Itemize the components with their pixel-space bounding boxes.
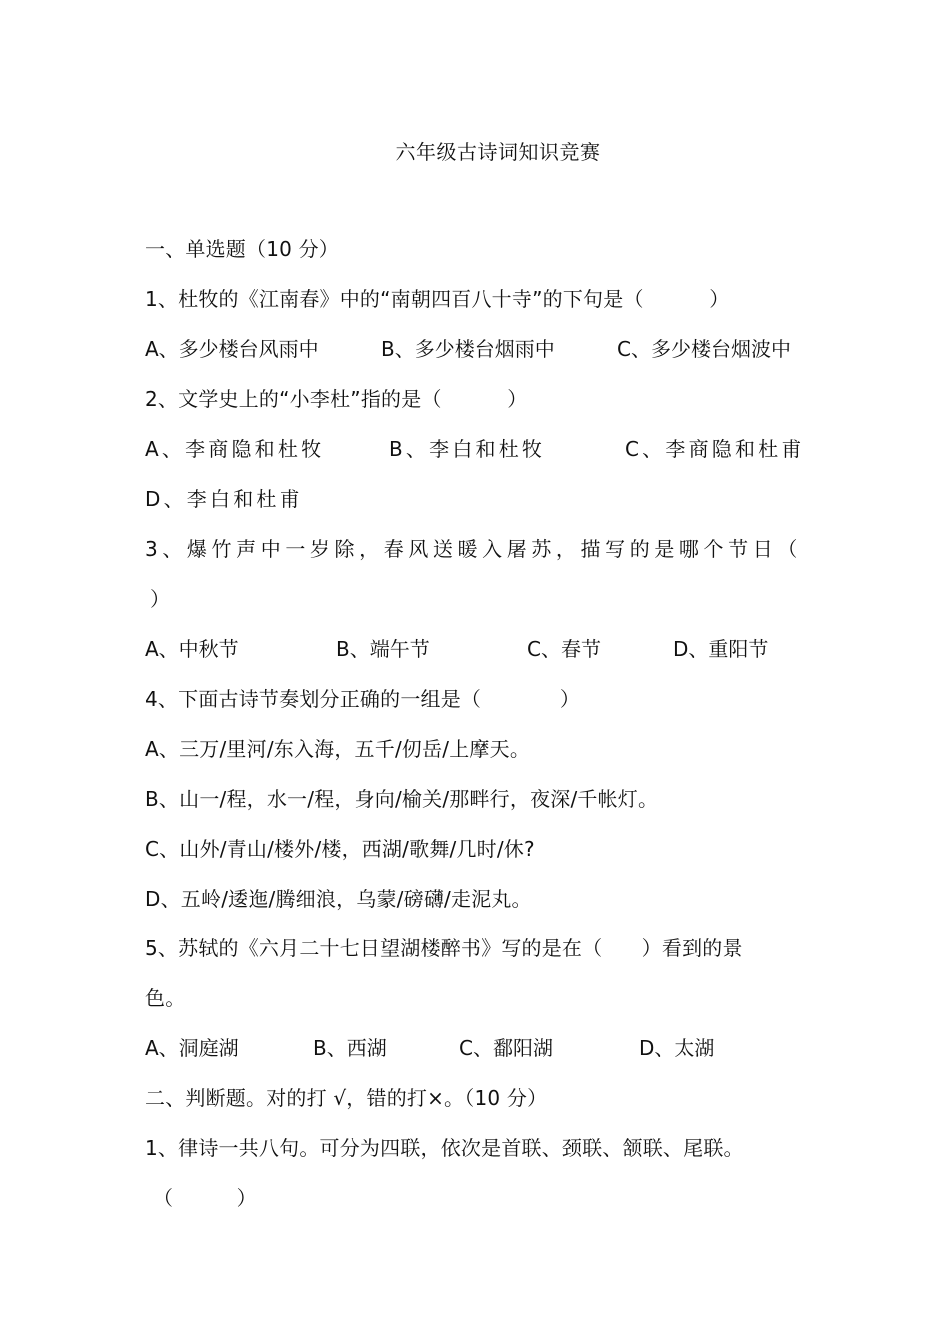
question-3-option-d: D、重阳节 xyxy=(673,637,769,661)
question-5-stem-line-2: 色。 xyxy=(145,986,186,1010)
question-4-option-a: A、三万/里河/东入海，五千/仞岳/上摩天。 xyxy=(145,737,531,761)
question-4-option-c: C、山外/青山/楼外/楼，西湖/歌舞/几时/休? xyxy=(145,837,535,861)
question-5-stem-line-1: 5、苏轼的《六月二十七日望湖楼醉书》写的是在（ ）看到的景 xyxy=(145,936,743,960)
question-3-option-a: A、中秋节 xyxy=(145,637,239,661)
question-3-option-c: C、春节 xyxy=(527,637,601,661)
question-1-option-b: B、多少楼台烟雨中 xyxy=(381,337,555,361)
question-3-stem-line-2: ） xyxy=(150,587,170,611)
page-title: 六年级古诗词知识竞赛 xyxy=(395,140,601,164)
question-4-stem: 4、下面古诗节奏划分正确的一组是（ ） xyxy=(145,687,581,711)
question-1-option-c: C、多少楼台烟波中 xyxy=(617,337,791,361)
question-5-option-a: A、洞庭湖 xyxy=(145,1036,239,1060)
question-3-stem-line-1: 3、爆竹声中一岁除，春风送暖入屠苏，描写的是哪个节日（ xyxy=(145,537,802,561)
judgement-1-answer-blank: （ ） xyxy=(153,1186,257,1210)
question-2-option-a: A、李商隐和杜牧 xyxy=(145,437,325,461)
question-4-option-b: B、山一/程，水一/程，身向/榆关/那畔行，夜深/千帐灯。 xyxy=(145,787,659,811)
question-1-option-a: A、多少楼台风雨中 xyxy=(145,337,319,361)
question-5-option-b: B、西湖 xyxy=(313,1036,387,1060)
section-1-heading: 一、单选题（10 分） xyxy=(145,237,340,261)
question-2-stem: 2、文学史上的“小李杜”指的是（ ） xyxy=(145,387,528,411)
question-5-option-c: C、鄱阳湖 xyxy=(459,1036,553,1060)
question-5-option-d: D、太湖 xyxy=(639,1036,715,1060)
section-2-heading: 二、判断题。对的打 √，错的打×。（10 分） xyxy=(145,1086,548,1110)
question-2-option-d: D、李白和杜甫 xyxy=(145,487,303,511)
judgement-1-stem: 1、律诗一共八句。可分为四联，依次是首联、颈联、颔联、尾联。 xyxy=(145,1136,744,1160)
question-2-option-c: C、李商隐和杜甫 xyxy=(625,437,805,461)
question-4-option-d: D、五岭/逶迤/腾细浪，乌蒙/磅礴/走泥丸。 xyxy=(145,887,532,911)
question-2-option-b: B、李白和杜牧 xyxy=(389,437,546,461)
question-3-option-b: B、端午节 xyxy=(336,637,430,661)
question-1-stem: 1、杜牧的《江南春》中的“南朝四百八十寺”的下句是（ ） xyxy=(145,287,730,311)
